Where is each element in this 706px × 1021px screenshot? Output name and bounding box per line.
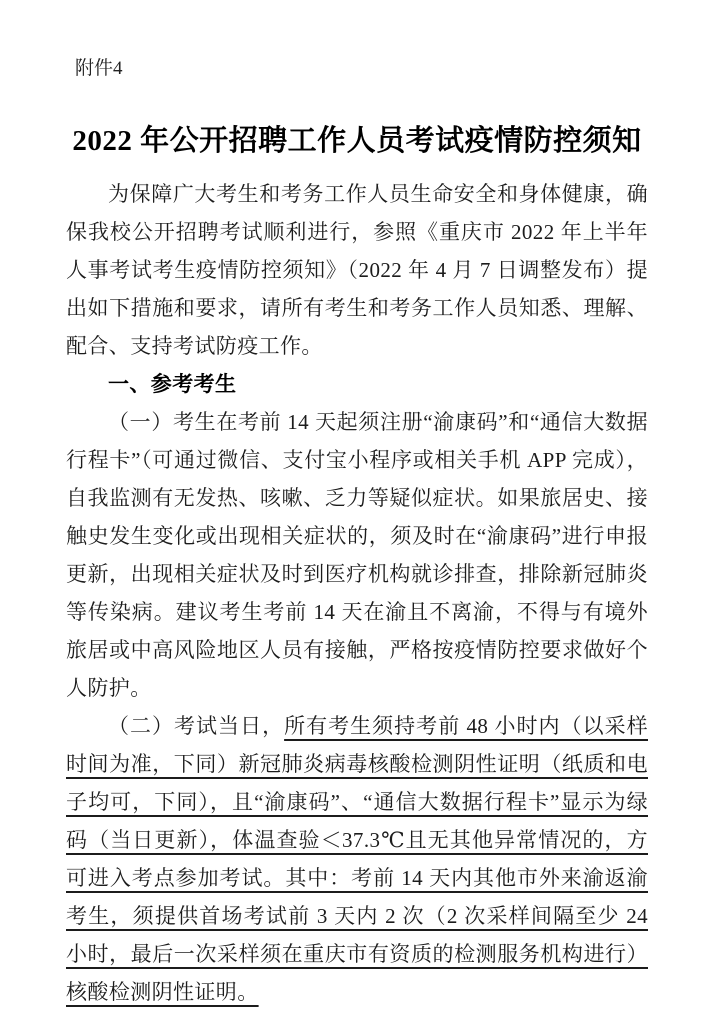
document-body: [66, 175, 648, 1011]
page-title: 2022 年公开招聘工作人员考试疫情防控须知: [72, 125, 642, 157]
paragraph-item2-prefix: （二）考试当日，: [108, 714, 285, 738]
section-heading-examinees: 一、参考考生: [108, 372, 237, 396]
paragraph-item2-underlined-text: 所有考生须持考前 48 小时内（以采样时间为准，下同）新冠肺炎病毒核酸检测阴性证明（纸质和电子均可，下同），且“渝康码”、“通信大数据行程卡”显示为绿码（当日更新），体温查验＜37.3℃且无其他异常情况的，方可进入考点参加考试。其中：考前 14 天内其他市外来渝返渝考生，须提供首场考试前 3 天内 2 次（2 次采样间隔至少 24 小时，最后一次采样须在重庆市有资质的检测服务机构进行）核酸检测阴性证明。: [66, 714, 648, 1004]
paragraph-item2: [66, 707, 648, 1011]
paragraph-item1: （一）考生在考前 14 天起须注册“渝康码”和“通信大数据行程卡”（可通过微信、支付宝小程序或相关手机 APP 完成），自我监测有无发热、咳嗽、乏力等疑似症状。如果旅居史、接触史发生变化或出现相关症状的，须及时在“渝康码”进行申报更新，出现相关症状及时到医疗机构就诊排查，排除新冠肺炎等传染病。建议考生考前 14 天在渝且不离渝，不得与有境外旅居或中高风险地区人员有接触，严格按疫情防控要求做好个人防护。: [66, 410, 648, 700]
attachment-label: 附件4: [75, 58, 123, 79]
paragraph-intro: 为保障广大考生和考务工作人员生命安全和身体健康，确保我校公开招聘考试顺利进行，参照《重庆市 2022 年上半年人事考试考生疫情防控须知》（2022 年 4 月 7 日调整发布）提出如下措施和要求，请所有考生和考务工作人员知悉、理解、配合、支持考试防疫工作。: [66, 182, 648, 358]
